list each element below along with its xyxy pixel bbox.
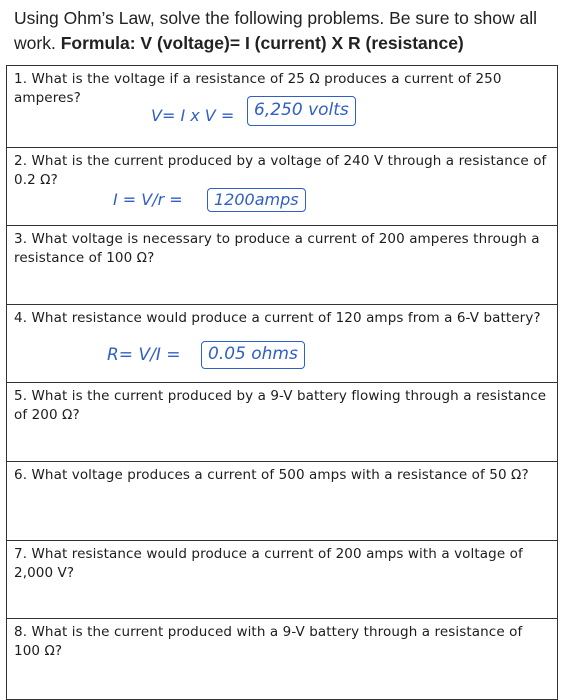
question-text-2: 2. What is the current produced by a voltage of 240 V through a resistance of 0.2 Ω? bbox=[14, 153, 547, 188]
question-box-5 bbox=[6, 382, 558, 461]
handwritten-work-1: V= I x V = bbox=[151, 106, 235, 125]
instructions-text: Using Ohm’s Law, solve the following problems. Be sure to show all work. bbox=[14, 8, 537, 53]
question-text-6: 6. What voltage produces a current of 500 amps with a resistance of 50 Ω? bbox=[14, 467, 529, 483]
question-box-8 bbox=[6, 618, 558, 700]
formula-text: Formula: V (voltage)= I (current) X R (resistance) bbox=[60, 33, 464, 53]
question-text-5: 5. What is the current produced by a 9-V battery flowing through a resistance of 200 Ω? bbox=[14, 388, 547, 423]
handwritten-work-2: I = V/r = bbox=[113, 190, 183, 209]
question-box-4 bbox=[6, 304, 558, 382]
worksheet-header bbox=[14, 6, 564, 56]
question-text-3: 3. What voltage is necessary to produce a current of 200 amperes through a resistance of 100 Ω? bbox=[14, 231, 540, 266]
question-box-2 bbox=[6, 147, 558, 225]
question-box-6 bbox=[6, 461, 558, 540]
handwritten-answer-1: 6,250 volts bbox=[247, 96, 356, 126]
question-box-3 bbox=[6, 225, 558, 304]
handwritten-work-4: R= V/I = bbox=[107, 345, 181, 365]
question-box-1 bbox=[6, 65, 558, 147]
handwritten-answer-2: 1200amps bbox=[207, 188, 306, 212]
handwritten-answer-4: 0.05 ohms bbox=[201, 341, 305, 369]
question-text-4: 4. What resistance would produce a current of 120 amps from a 6-V battery? bbox=[14, 310, 541, 326]
question-box-7 bbox=[6, 540, 558, 618]
question-text-1: 1. What is the voltage if a resistance of 25 Ω produces a current of 250 amperes? bbox=[14, 71, 502, 106]
question-text-7: 7. What resistance would produce a current of 200 amps with a voltage of 2,000 V? bbox=[14, 546, 523, 581]
question-text-8: 8. What is the current produced with a 9-V battery through a resistance of 100 Ω? bbox=[14, 624, 523, 659]
